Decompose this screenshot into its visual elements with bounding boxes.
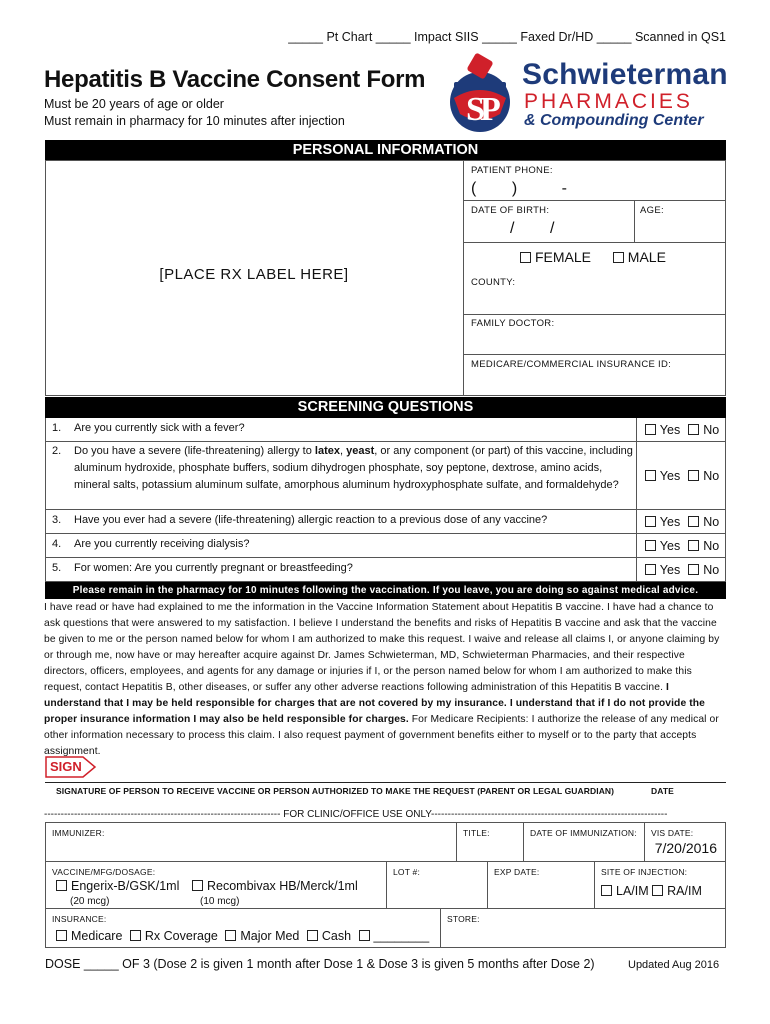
cash-checkbox[interactable] — [307, 930, 318, 941]
yes-label: Yes — [659, 538, 681, 553]
lot-label: LOT #: — [393, 867, 421, 877]
remain-notice: Please remain in the pharmacy for 10 minutes following the vaccination. If you leave, you are doing so against medical advice. — [45, 582, 726, 599]
vis-date-label: VIS DATE: — [651, 828, 694, 838]
yes-no-options — [636, 558, 727, 581]
insurance-cell — [45, 908, 441, 948]
vaccine-cell — [45, 861, 387, 909]
rx-label-placeholder: [PLACE RX LABEL HERE] — [159, 266, 349, 283]
vis-date-cell[interactable] — [644, 822, 726, 862]
no-checkbox[interactable] — [688, 470, 699, 481]
yes-label: Yes — [659, 514, 681, 529]
medicare-label: Medicare — [71, 929, 123, 943]
ra-im-checkbox[interactable] — [652, 885, 663, 896]
logo-name: Schwieterman — [522, 58, 728, 91]
personal-info-heading: PERSONAL INFORMATION — [45, 140, 726, 160]
subtitle-age: Must be 20 years of age or older — [44, 97, 224, 111]
male-checkbox[interactable] — [613, 252, 624, 263]
svg-text:P: P — [480, 91, 501, 128]
mortar-pestle-logo-icon — [444, 52, 516, 134]
ra-im-label: RA/IM — [667, 884, 702, 898]
no-label: No — [703, 514, 720, 529]
site-injection-label: SITE OF INJECTION: — [601, 867, 688, 877]
question-number: 5. — [52, 562, 62, 574]
question-number: 3. — [52, 514, 62, 526]
patient-phone-label: PATIENT PHONE: — [471, 165, 553, 176]
dob-field[interactable]: / / — [510, 220, 555, 237]
engerix-label: Engerix-B/GSK/1ml — [71, 879, 180, 893]
yes-label: Yes — [659, 562, 681, 577]
office-checklist: _____ Pt Chart _____ Impact SIIS _____ Faxed Dr/HD _____ Scanned in QS1 — [288, 30, 726, 44]
yes-no-options — [636, 418, 727, 441]
screening-question-3 — [45, 510, 726, 534]
question-number: 2. — [52, 445, 62, 457]
pharmacy-logo — [444, 52, 734, 134]
title-label: TITLE: — [463, 828, 490, 838]
divider — [463, 242, 726, 243]
consent-paragraph: I have read or have had explained to me the information in the Vaccine Information Statement about Hepatitis B vaccine. I have had a chance to ask questions that were answered to my satisfaction. I believe I understand the benefits and risks of Hepatitis B vaccine and ask that the vaccine be given to me or the person named below for whom I am authorized to make this request. I waive and release all claims I, or anyone claiming by or through me, now have or may hereafter acquire against Dr. James Schwieterman, MD, Schwieterman Pharmacies, and their respective directors, officers, employees, and agents for any damage or injuries if I, or the person named below for whom I am authorized to make this request, contact Hepatitis B, other diseases, or suffer any other adverse reactions following administration of this Hepatitis B vaccine. I understand that I may be held responsible for charges that are not covered by my insurance. I understand that if I do not provide the proper insurance information I may also be held responsible for charges. For Medicare Recipients: I authorize the release of any medical or other information necessary to process this claim. I also request payment of government benefits either to myself or to the party that accepts assignment. — [44, 602, 720, 757]
yes-label: Yes — [659, 468, 681, 483]
no-label: No — [703, 562, 720, 577]
divider — [634, 200, 635, 242]
no-label: No — [703, 538, 720, 553]
sign-label: SIGN — [50, 759, 82, 774]
screening-heading: SCREENING QUESTIONS — [45, 397, 726, 418]
date-immunization-label: DATE OF IMMUNIZATION: — [530, 828, 637, 838]
screening-question-4 — [45, 534, 726, 558]
medicare-checkbox[interactable] — [56, 930, 67, 941]
la-im-label: LA/IM — [616, 884, 649, 898]
gender-options — [520, 249, 666, 265]
dob-label: DATE OF BIRTH: — [471, 205, 550, 216]
no-checkbox[interactable] — [688, 564, 699, 575]
recombivax-label: Recombivax HB/Merck/1ml — [207, 879, 358, 893]
vis-date-value: 7/20/2016 — [654, 840, 717, 856]
insurance-id-label: MEDICARE/COMMERCIAL INSURANCE ID: — [471, 359, 672, 370]
question-text: Do you have a severe (life-threatening) allergy to latex, yeast, or any component (or part) of this vaccine, including aluminum hydroxide, phosphate buffers, sodium dihydrogen phosphate, soy peptone, dextrose, amino acids, mineral salts, potassium aluminum sulfate, amorphous aluminum hydroxyphosphate sulfate, and formaldehyde? — [74, 445, 633, 491]
exp-date-label: EXP DATE: — [494, 867, 540, 877]
store-cell[interactable] — [440, 908, 726, 948]
yes-checkbox[interactable] — [645, 564, 656, 575]
question-number: 1. — [52, 422, 62, 434]
signature-date-label: DATE — [651, 786, 674, 796]
engerix-checkbox[interactable] — [56, 880, 67, 891]
store-label: STORE: — [447, 914, 480, 924]
signature-label: SIGNATURE OF PERSON TO RECEIVE VACCINE OR PERSON AUTHORIZED TO MAKE THE REQUEST (PARENT OR LEGAL GUARDIAN) — [56, 786, 615, 796]
vaccine-label: VACCINE/MFG/DOSAGE: — [52, 867, 156, 877]
insurance-label: INSURANCE: — [52, 914, 107, 924]
screening-question-5 — [45, 558, 726, 582]
question-number: 4. — [52, 538, 62, 550]
office-use-divider: ----------------------------------------------------------------------- FOR CLINIC/OFFICE USE ONLY----------------------------------------------------------------------- — [44, 809, 668, 820]
svg-text:S: S — [466, 91, 485, 128]
male-label: MALE — [627, 249, 666, 265]
yes-checkbox[interactable] — [645, 516, 656, 527]
dose-footer: DOSE _____ OF 3 (Dose 2 is given 1 month after Dose 1 & Dose 3 is given 5 months after Dose 2) — [45, 957, 595, 971]
signature-line[interactable] — [45, 782, 726, 783]
title-cell[interactable] — [456, 822, 524, 862]
yes-checkbox[interactable] — [645, 424, 656, 435]
no-checkbox[interactable] — [688, 516, 699, 527]
immunizer-label: IMMUNIZER: — [52, 828, 105, 838]
other-insurance-checkbox[interactable] — [359, 930, 370, 941]
family-doctor-label: FAMILY DOCTOR: — [471, 318, 555, 329]
age-label: AGE: — [640, 205, 664, 216]
la-im-checkbox[interactable] — [601, 885, 612, 896]
cash-label: Cash — [321, 929, 352, 943]
logo-pharmacies: PHARMACIES — [524, 90, 693, 113]
personal-divider — [463, 160, 464, 396]
major-med-label: Major Med — [240, 929, 300, 943]
yes-no-options — [636, 510, 727, 533]
subtitle-wait: Must remain in pharmacy for 10 minutes after injection — [44, 114, 345, 128]
screening-question-2 — [45, 442, 726, 510]
yes-no-options — [636, 442, 727, 509]
engerix-dose: (20 mcg) — [70, 896, 110, 907]
question-text: Have you ever had a severe (life-threatening) allergic reaction to a previous dose of any vaccine? — [74, 514, 548, 526]
screening-question-1 — [45, 418, 726, 442]
divider — [463, 314, 726, 315]
page-title: Hepatitis B Vaccine Consent Form — [44, 66, 426, 93]
patient-phone-field[interactable]: ( ) - — [471, 180, 567, 197]
county-label: COUNTY: — [471, 277, 516, 288]
divider — [463, 200, 726, 201]
office-use-table — [45, 822, 726, 948]
yes-label: Yes — [659, 422, 681, 437]
no-checkbox[interactable] — [688, 540, 699, 551]
recombivax-dose: (10 mcg) — [200, 896, 240, 907]
yes-checkbox[interactable] — [645, 540, 656, 551]
recombivax-checkbox[interactable] — [192, 880, 203, 891]
major-med-checkbox[interactable] — [225, 930, 236, 941]
divider — [463, 354, 726, 355]
other-insurance-blank[interactable]: ________ — [373, 929, 430, 943]
question-text: For women: Are you currently pregnant or breastfeeding? — [74, 562, 353, 574]
updated-date: Updated Aug 2016 — [628, 959, 720, 971]
question-text: Are you currently sick with a fever? — [74, 422, 245, 434]
date-immunization-cell[interactable] — [523, 822, 645, 862]
female-label: FEMALE — [535, 249, 592, 265]
lot-cell[interactable] — [386, 861, 488, 909]
logo-compounding: & Compounding Center — [524, 112, 704, 129]
no-label: No — [703, 468, 720, 483]
rx-coverage-label: Rx Coverage — [144, 929, 218, 943]
no-label: No — [703, 422, 720, 437]
rx-coverage-checkbox[interactable] — [130, 930, 141, 941]
yes-checkbox[interactable] — [645, 470, 656, 481]
immunizer-cell[interactable] — [45, 822, 457, 862]
yes-no-options — [636, 534, 727, 557]
exp-date-cell[interactable] — [487, 861, 595, 909]
no-checkbox[interactable] — [688, 424, 699, 435]
female-checkbox[interactable] — [520, 252, 531, 263]
site-injection-cell — [594, 861, 726, 909]
question-text: Are you currently receiving dialysis? — [74, 538, 250, 550]
